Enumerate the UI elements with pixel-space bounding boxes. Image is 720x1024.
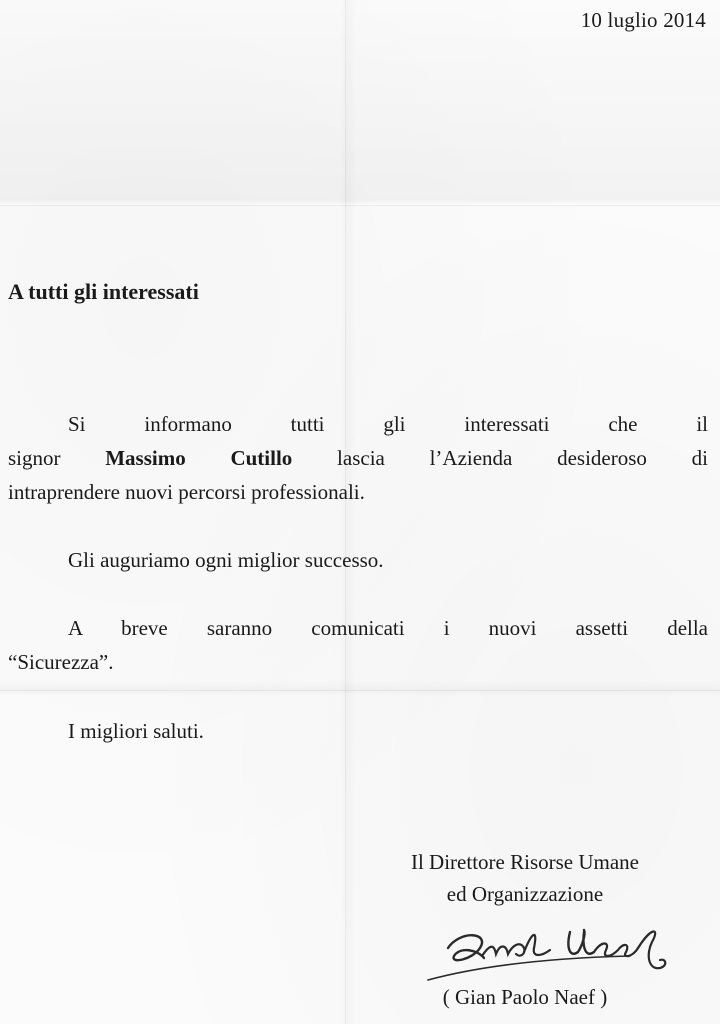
paragraph-wishes [8, 543, 708, 577]
letter-heading: A tutti gli interessati [8, 279, 199, 304]
letter-date: 10 luglio 2014 [580, 8, 706, 32]
signatory-title-line: Il Direttore Risorse Umane [410, 850, 640, 874]
signatory-title [360, 846, 690, 910]
paragraph-line: intraprendere nuovi percorsi professionali. [8, 480, 365, 504]
signatory-title-line: ed Organizzazione [446, 882, 604, 906]
fold-line [0, 205, 720, 206]
employee-name: Massimo Cutillo [105, 446, 293, 470]
paragraph-line [8, 441, 708, 475]
paragraph-line [8, 407, 708, 441]
paragraph-line: I migliori saluti. [68, 719, 204, 743]
paragraph-text: signor [8, 446, 106, 470]
fold-line [0, 690, 720, 691]
paragraph-text: lascia l’Azienda desideroso di [292, 446, 708, 470]
paragraph-security-notice [8, 611, 708, 679]
paragraph-line: Gli auguriamo ogni miglior successo. [68, 548, 384, 572]
handwritten-signature [420, 918, 690, 988]
paragraph-closing [8, 714, 708, 748]
fold-line [345, 0, 346, 1024]
paragraph-announcement [8, 407, 708, 509]
paragraph-text: Si informano tutti gli interessati che il [68, 412, 708, 436]
signatory-name: ( Gian Paolo Naef ) [442, 985, 608, 1009]
paragraph-line: “Sicurezza”. [8, 650, 114, 674]
paragraph-line [8, 611, 708, 645]
paragraph-text: A breve saranno comunicati i nuovi assetti della [68, 616, 708, 640]
